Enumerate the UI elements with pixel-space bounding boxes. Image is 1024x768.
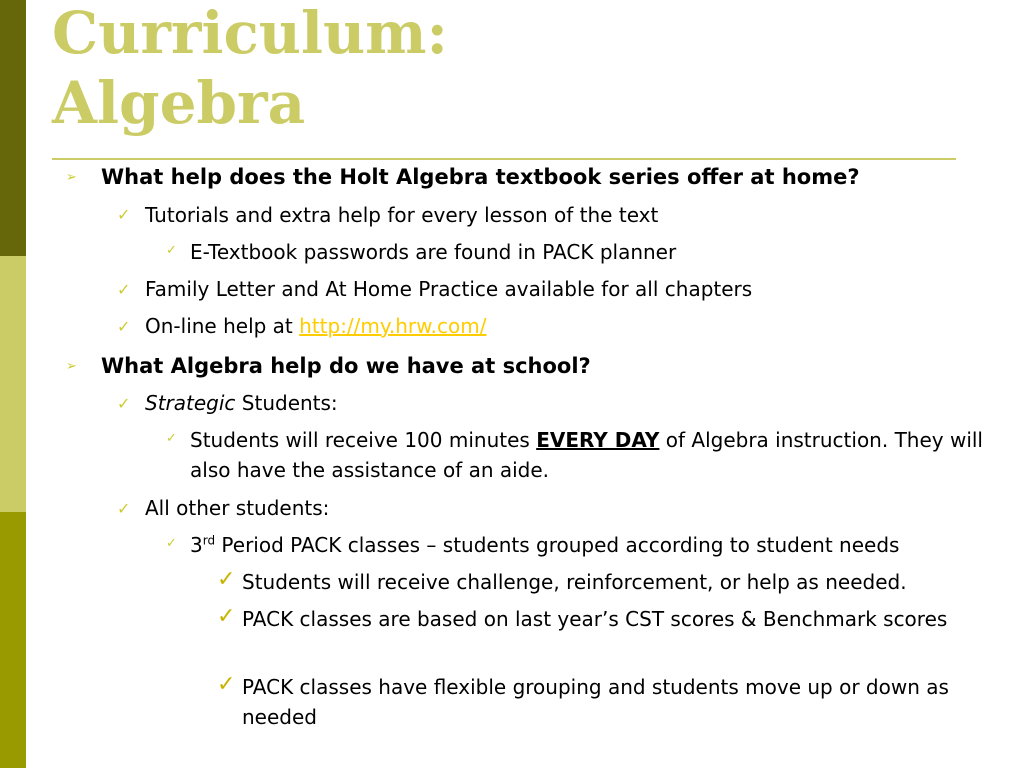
bullet-online-help [145,311,486,341]
strategic-word: Strategic [145,391,236,415]
arrow-bullet-icon: ➢ [66,359,77,374]
check-bullet-icon: ✓ [166,536,177,551]
bullet-challenge: Students will receive challenge, reinforcement, or help as needed. [242,570,907,594]
period-rest: Period PACK classes – students grouped according to student needs [215,533,900,557]
check-bullet-icon: ✓ [217,672,236,697]
check-bullet-icon: ✓ [217,567,236,592]
minutes-suffix: of Algebra instruction. They will also have the assistance of an aide. [190,428,983,482]
period-ordinal: rd [202,533,216,548]
check-bullet-icon: ✓ [166,431,177,446]
strategic-rest: Students: [235,391,338,415]
check-bullet-icon: ✓ [117,317,131,336]
slide-title: Curriculum: Algebra [52,0,448,137]
hrw-link[interactable]: http://my.hrw.com/ [299,314,487,338]
bullet-100-minutes [190,425,1000,485]
bullet-tutorials: Tutorials and extra help for every lesson of the text [145,203,659,227]
bullet-q2: What Algebra help do we have at school? [101,354,591,378]
check-bullet-icon: ✓ [117,394,131,413]
bullet-cst-scores: PACK classes are based on last year’s CST scores & Benchmark scores [242,607,948,631]
check-bullet-icon: ✓ [117,205,131,224]
arrow-bullet-icon: ➢ [66,170,77,185]
online-help-prefix: On-line help at [145,314,300,338]
bullet-flexible-grouping: PACK classes have flexible grouping and students move up or down as needed [242,675,949,729]
check-bullet-icon: ✓ [217,604,236,629]
bullet-family-letter: Family Letter and At Home Practice available for all chapters [145,277,753,301]
bullet-strategic [145,388,338,418]
check-bullet-icon: ✓ [117,499,131,518]
bullet-3rd-period [190,530,899,560]
minutes-prefix: Students will receive 100 minutes [190,428,537,452]
bullet-q1: What help does the Holt Algebra textbook series offer at home? [101,165,860,189]
check-bullet-icon: ✓ [117,280,131,299]
period-number: 3 [190,533,203,557]
bullet-all-other: All other students: [145,496,330,520]
check-bullet-icon: ✓ [166,243,177,258]
every-day-emphasis: EVERY DAY [536,428,660,452]
bullet-etextbook: E-Textbook passwords are found in PACK planner [190,240,677,264]
